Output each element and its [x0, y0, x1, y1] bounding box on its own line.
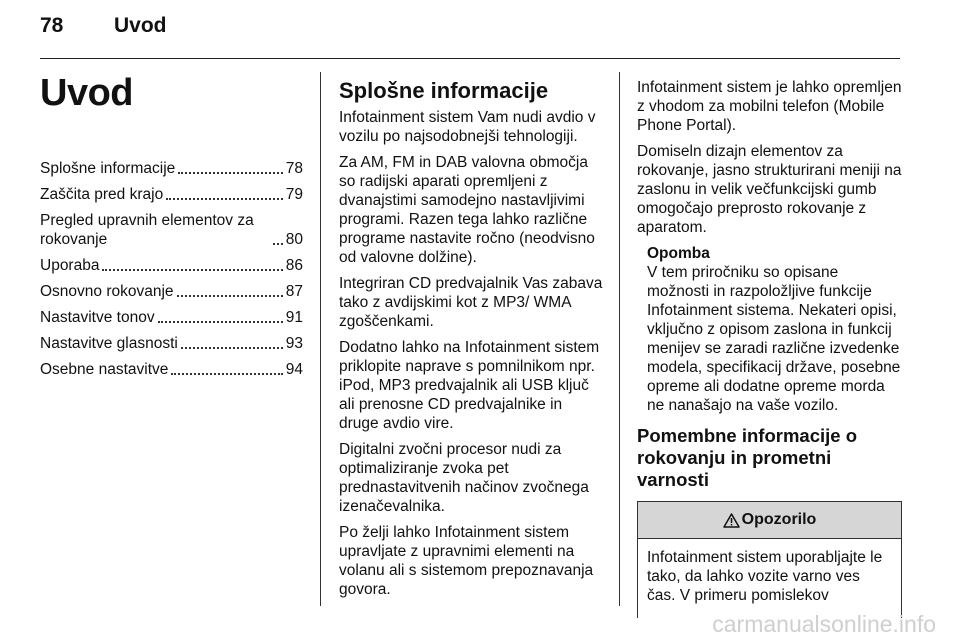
- toc-entry-title: Splošne informacije: [40, 160, 176, 177]
- body-paragraph: Domiseln dizajn elementov za rokovanje, jasno strukturirani meniji na zaslonu in velik večfunkcijski gumb omogočajo preprosto rokovanje z aparatom.: [637, 143, 902, 236]
- warning-triangle-icon: [723, 513, 740, 528]
- running-section-title: Uvod: [114, 14, 167, 37]
- toc-entry-title: Pregled upravnih elementov za rokovanje: [40, 212, 254, 248]
- body-paragraph: Integriran CD predvajalnik Vas zabava tako z avdijskimi kot z MP3/ WMA zgoščenkami.: [339, 275, 603, 330]
- toc-entry-title: Nastavitve glasnosti: [40, 335, 178, 352]
- toc-leader: [166, 198, 283, 200]
- toc-entry-title: Osebne nastavitve: [40, 361, 169, 378]
- toc-entry[interactable]: [40, 256, 303, 275]
- toc-entry-page: 79: [285, 186, 303, 203]
- toc-leader: [102, 269, 282, 271]
- toc-entry-page: 86: [285, 257, 303, 274]
- toc-entry-page: 78: [285, 160, 303, 177]
- toc-entry-title: Osnovno rokovanje: [40, 283, 174, 300]
- watermark: carmanualsonline.info: [712, 611, 936, 637]
- table-of-contents: [40, 159, 303, 379]
- note-text: V tem priročniku so opisane možnosti in razpoložljive funkcije Infotainment sistema. Nekateri opisi, vključno z opisom zaslona in funkcij menijev se zaradi različne izvedenke modela, specifikacij države, posebne opreme ali dodatne opreme morda ne nanašajo na vaše vozilo.: [647, 264, 901, 414]
- section-heading: Splošne informacije: [339, 78, 549, 103]
- toc-entry-page: 91: [285, 309, 303, 326]
- warning-text: Infotainment sistem uporabljajte le tako, da lahko vozite varno ves čas. V primeru pomislekov: [647, 549, 883, 604]
- toc-entry[interactable]: [40, 211, 303, 249]
- general-info-column: [339, 70, 605, 606]
- column-divider: [320, 72, 321, 606]
- toc-entry[interactable]: [40, 360, 303, 379]
- body-paragraph: Po želji lahko Infotainment sistem upravljate z upravnimi elementi na volanu ali s sistemom prepoznavanja govora.: [339, 524, 594, 598]
- note-title: Opomba: [647, 245, 710, 262]
- toc-leader: [273, 243, 283, 245]
- header-rule: [40, 58, 900, 59]
- toc-entry-page: 94: [285, 361, 303, 378]
- toc-leader: [177, 295, 283, 297]
- toc-entry[interactable]: [40, 334, 303, 353]
- page-number: 78: [40, 14, 64, 37]
- toc-entry[interactable]: [40, 159, 303, 178]
- column-divider: [619, 72, 620, 606]
- body-paragraph: Za AM, FM in DAB valovna območja so radijski aparati opremljeni z dvanajstimi samodejno nastavljivimi programi. Razen tega lahko različne programe nastavite ročno (neodvisno od valovne dolžine).: [339, 154, 595, 266]
- toc-leader: [181, 347, 283, 349]
- toc-entry-title: Zaščita pred krajo: [40, 186, 164, 203]
- body-paragraph: Infotainment sistem je lahko opremljen z vhodom za mobilni telefon (Mobile Phone Portal).: [637, 79, 902, 134]
- toc-entry-title: Nastavitve tonov: [40, 309, 155, 326]
- toc-entry[interactable]: [40, 185, 303, 204]
- body-paragraph: Infotainment sistem Vam nudi avdio v vozilu po najsodobnejši tehnologiji.: [339, 109, 596, 145]
- toc-leader: [171, 373, 282, 375]
- toc-entry[interactable]: [40, 308, 303, 327]
- body-paragraph: Dodatno lahko na Infotainment sistem priklopite naprave s pomnilnikom npr. iPod, MP3 predvajalnik ali USB ključ ali prenosne CD predvajalnike in druge avdio vire.: [339, 339, 600, 432]
- section-heading: Pomembne informacije o rokovanju in prometni varnosti: [637, 425, 857, 490]
- warning-title: Opozorilo: [741, 511, 817, 528]
- toc-entry-page: 87: [285, 283, 303, 300]
- safety-column: [637, 70, 902, 618]
- toc-leader: [158, 321, 283, 323]
- body-paragraph: Digitalni zvočni procesor nudi za optimaliziranje zvoka pet prednastavitvenih načinov zvočnega izenačevalnika.: [339, 441, 589, 515]
- warning-box: [637, 501, 902, 618]
- toc-entry-title: Uporaba: [40, 257, 100, 274]
- toc-entry-page: 80: [285, 231, 303, 248]
- toc-column: [40, 70, 303, 386]
- chapter-title: Uvod: [40, 72, 133, 114]
- toc-leader: [178, 172, 282, 174]
- toc-entry-page: 93: [285, 335, 303, 352]
- toc-entry[interactable]: [40, 282, 303, 301]
- warning-header: [638, 502, 901, 539]
- note-box: [647, 244, 902, 415]
